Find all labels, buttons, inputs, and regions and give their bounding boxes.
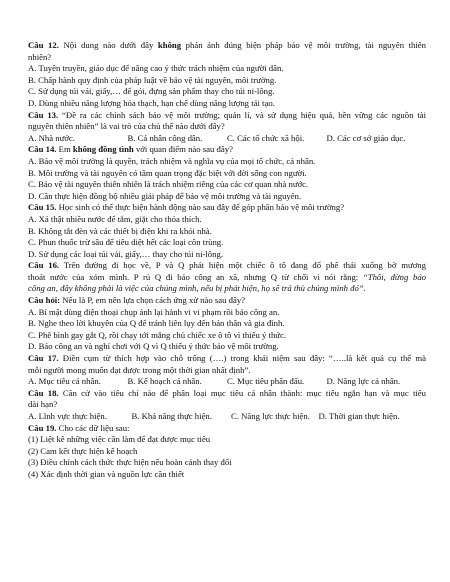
question-text: nguyên thiên nhiên” là vai trò của chủ thể nào dưới đây? bbox=[28, 121, 225, 132]
question-label: Câu 13. bbox=[28, 109, 59, 120]
answer-option: A. Lĩnh vực thực hiện. bbox=[28, 411, 107, 421]
question-text: thoát nước của xóm mình. P rủ Q đi báo công an xã, nhưng Q từ chối vì nói rằng: bbox=[28, 271, 363, 282]
answer-option: D. Dùng nhiều năng lượng hóa thạch, hạn chế dùng năng lượng tái tạo. bbox=[28, 97, 275, 108]
question-text: Nếu là P, em nên lựa chọn cách ứng xử nào sau đây? bbox=[60, 295, 246, 306]
answer-option: A. Bảo vệ môi trường là quyền, trách nhiệm và nghĩa vụ của mọi tổ chức, cá nhân. bbox=[28, 155, 316, 166]
question-text: nhiên? bbox=[28, 51, 52, 62]
question-text: dài hạn? bbox=[28, 399, 58, 410]
list-item: (2) Cam kết thực hiện kế hoạch bbox=[28, 445, 138, 456]
question-text: Học sinh có thể thực hiện hành động nào sau đây để góp phần bảo vệ môi trường? bbox=[56, 202, 345, 213]
question-label: Câu 16. bbox=[28, 260, 60, 271]
question-13-stem bbox=[28, 110, 426, 122]
answer-options-row bbox=[28, 133, 426, 145]
question-16-stem bbox=[28, 260, 426, 272]
answer-options-row bbox=[28, 376, 426, 388]
question-text: Điền cụm từ thích hợp vào chỗ trống (….) trong khái niệm sau đây: “…..là kết quả cụ thể mà bbox=[58, 353, 427, 364]
answer-option: B. Khả năng thực hiện. bbox=[131, 411, 212, 421]
question-19-stem bbox=[28, 423, 426, 435]
question-16-scenario bbox=[28, 272, 426, 284]
question-label: Câu 12. bbox=[28, 40, 59, 50]
question-15-stem bbox=[28, 202, 426, 214]
question-17-stem bbox=[28, 353, 426, 365]
question-text: Nội dung nào dưới đây bbox=[58, 40, 158, 50]
emphasis-text: không bbox=[157, 40, 182, 50]
question-label: Câu 19. bbox=[28, 422, 57, 433]
quoted-speech: “Thôi, đừng báo bbox=[362, 271, 426, 282]
question-12-stem bbox=[28, 40, 426, 52]
document-page bbox=[28, 40, 426, 481]
question-label: Câu 17. bbox=[28, 353, 59, 364]
answer-option: A. Xả thật nhiều nước để tắm, giặt cho thỏa thích. bbox=[28, 213, 202, 224]
list-item: (3) Điều chỉnh cách thức thực hiện nếu hoàn cảnh thay đổi bbox=[28, 457, 232, 468]
answer-option: B. Cá nhân công dân. bbox=[127, 132, 203, 143]
answer-option: D. Thời gian thực hiện. bbox=[318, 411, 400, 421]
answer-option: B. Chấp hành quy định của pháp luật về bảo vệ tài nguyên, môi trường. bbox=[28, 74, 277, 85]
answer-option: B. Kế hoạch cá nhân. bbox=[127, 376, 202, 387]
answer-option: A. Tuyên truyền, giáo dục để nâng cao ý thức trách nhiệm của người dân. bbox=[28, 63, 284, 74]
question-14-stem bbox=[28, 144, 426, 156]
answer-option: C. Phun thuốc trừ sâu để tiêu diệt hết các loại côn trùng. bbox=[28, 237, 224, 248]
question-label: Câu 14. bbox=[28, 144, 57, 155]
answer-option: B. Nghe theo lời khuyên của Q để tránh liên lụy đến bản thân và gia đình. bbox=[28, 318, 285, 329]
question-text: với quan điểm nào sau đây? bbox=[133, 144, 233, 155]
question-18-stem bbox=[28, 388, 426, 400]
question-text: phản ánh đúng biện pháp bảo vệ môi trường, tài nguyên thiên bbox=[181, 40, 426, 50]
question-text: mỗi người mong muốn đạt được trong một thời gian nhất định”. bbox=[28, 364, 251, 375]
list-item: (4) Xác định thời gian và nguồn lực cần thiết bbox=[28, 468, 185, 479]
question-label: Câu 18. bbox=[28, 387, 59, 398]
answer-options-row bbox=[28, 411, 426, 423]
answer-option: C. Mục tiêu phấn đấu. bbox=[227, 376, 305, 387]
answer-option: B. Không tắt đèn và các thiết bị điện khi ra khỏi nhà. bbox=[28, 225, 212, 236]
emphasis-text: không đồng tình bbox=[72, 144, 134, 155]
subquestion-label: Câu hỏi: bbox=[28, 295, 61, 306]
list-item: (1) Liệt kê những việc cần làm để đạt được mục tiêu bbox=[28, 434, 211, 445]
answer-option: D. Sử dụng các loại túi vải, giấy,… thay cho túi ni-lông. bbox=[28, 248, 223, 259]
question-text: Cho các dữ liệu sau: bbox=[56, 422, 130, 433]
question-text: “Đề ra các chính sách bảo vệ môi trường; quản lí, và sử dụng hiệu quả, bền vững các nguồn tài bbox=[58, 109, 427, 120]
question-text: Trên đường đi học về, P và Q phát hiện một chiếc ô tô đang đổ phế thải xuống bờ mương bbox=[59, 260, 426, 271]
answer-option: D. Báo công an và nghỉ chơi với Q vì Q thiếu ý thức bảo vệ môi trường. bbox=[28, 341, 279, 352]
answer-option: D. Các cơ sở giáo dục. bbox=[326, 132, 406, 143]
answer-option: C. Phê bình gay gắt Q, rồi chạy tới mắng chủ chiếc xe ô tô vì thiếu ý thức. bbox=[28, 329, 287, 340]
answer-option: C. Năng lực thực hiện. bbox=[230, 411, 310, 421]
question-label: Câu 15. bbox=[28, 202, 57, 213]
answer-option: C. Sử dụng túi vải, giấy,… để gói, đựng sản phẩm thay cho túi ni-lông. bbox=[28, 86, 275, 97]
question-text: Căn cứ vào tiêu chí nào để phân loại mục tiêu cá nhân thành: mục tiêu ngắn hạn và mục tiêu bbox=[58, 387, 427, 398]
answer-option: B. Môi trường và tài nguyên có tầm quan trọng đặc biệt với đời sống con người. bbox=[28, 167, 307, 178]
answer-option: C. Các tổ chức xã hội. bbox=[227, 132, 305, 143]
answer-option: C. Bảo vệ tài nguyên thiên nhiên là trách nhiệm riêng của các cơ quan nhà nước. bbox=[28, 179, 309, 190]
answer-option: A. Nhà nước. bbox=[28, 132, 75, 143]
answer-option: A. Mục tiêu cá nhân. bbox=[28, 376, 101, 387]
answer-option: D. Năng lực cá nhân. bbox=[326, 376, 401, 387]
answer-option: A. Bí mật dùng điện thoại chụp ảnh lại hành vi vi phạm rồi báo công an. bbox=[28, 306, 280, 317]
question-text: Em bbox=[56, 144, 73, 155]
question-16-subquestion bbox=[28, 295, 426, 307]
answer-option: D. Cần thực hiện đồng bộ nhiều giải pháp để bảo vệ môi trường và tài nguyên. bbox=[28, 190, 302, 201]
quoted-speech: công an, đây không phải là việc của chúng mình, nếu bị phát hiện, họ sẽ trả thù chúng mình đó”. bbox=[28, 283, 366, 294]
